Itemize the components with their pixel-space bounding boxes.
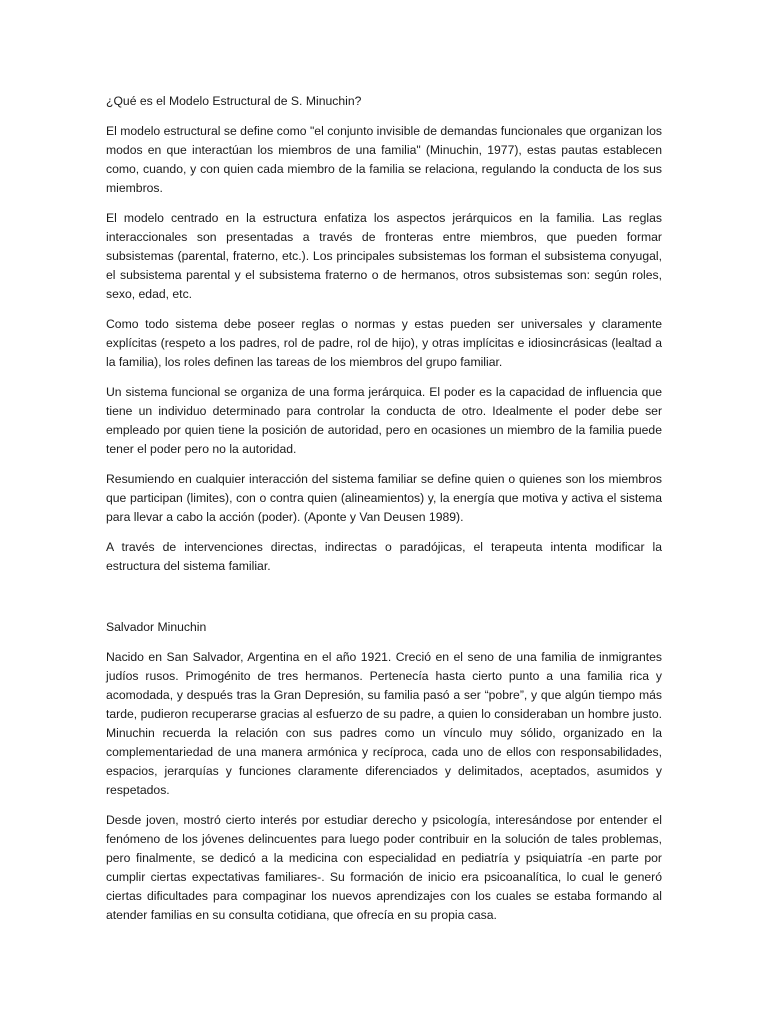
paragraph-functional-system: Un sistema funcional se organiza de una forma jerárquica. El poder es la capacidad de influencia que tiene un individuo determinado para controlar la conducta de otro. Idealmente el poder debe ser empleado por quien tiene la posición de autoridad, pero en ocasiones un miembro de la familia puede tener el poder pero no la autoridad.: [106, 385, 662, 456]
paragraph-biography-birth: Nacido en San Salvador, Argentina en el año 1921. Creció en el seno de una familia de inmigrantes judíos rusos. Primogénito de tres hermanos. Pertenecía hasta cierto punto a una familia rica y acomodada, y después tras la Gran Depresión, su familia pasó a ser “pobre”, y que algún tiempo más tarde, pudieron recuperarse gracias al esfuerzo de su padre, a quien lo consideraban un hombre justo. Minuchin recuerda la relación con sus padres como un vínculo muy sólido, organizado en la complementariedad de una manera armónica y recíproca, cada uno de ellos con responsabilidades, espacios, jerarquías y funciones claramente diferenciados y delimitados, aceptados, asumidos y respetados.: [106, 650, 662, 797]
paragraph-rules-and-norms: Como todo sistema debe poseer reglas o normas y estas pueden ser universales y claramente explícitas (respeto a los padres, rol de padre, rol de hijo), y otras implícitas e idiosincrásicas (lealtad a la familia), los roles definen las tareas de los miembros del grupo familiar.: [106, 317, 662, 369]
paragraph-hierarchical-aspects: El modelo centrado en la estructura enfatiza los aspectos jerárquicos en la familia. Las reglas interaccionales son presentadas a través de fronteras entre miembros, que pueden formar subsistemas (parental, fraterno, etc.). Los principales subsistemas los forman el subsistema conyugal, el subsistema parental y el subsistema fraterno o de hermanos, otros subsistemas son: según roles, sexo, edad, etc.: [106, 211, 662, 301]
paragraph-summary-interaction: Resumiendo en cualquier interacción del sistema familiar se define quien o quienes son los miembros que participan (limites), con o contra quien (alineamientos) y, la energía que motiva y activa el sistema para llevar a cabo la acción (poder). (Aponte y Van Deusen 1989).: [106, 472, 662, 524]
paragraph-interventions: A través de intervenciones directas, indirectas o paradójicas, el terapeuta intenta modificar la estructura del sistema familiar.: [106, 540, 662, 573]
document-title: ¿Qué es el Modelo Estructural de S. Minuchin?: [106, 94, 362, 108]
section-spacer: [106, 587, 662, 618]
paragraph-biography-education: Desde joven, mostró cierto interés por estudiar derecho y psicología, interesándose por entender el fenómeno de los jóvenes delincuentes para luego poder contribuir en la solución de tales problemas, pero finalmente, se dedicó a la medicina con especialidad en pediatría y psiquiatría -en parte por cumplir ciertas expectativas familiares-. Su formación de inicio era psicoanalítica, lo cual le generó ciertas dificultades para compaginar los nuevos aprendizajes con los cuales se estaba formando al atender familias en su consulta cotidiana, que ofrecía en su propia casa.: [106, 813, 662, 922]
paragraph-structural-model-definition: El modelo estructural se define como "el conjunto invisible de demandas funcionales que organizan los modos en que interactúan los miembros de una familia" (Minuchin, 1977), estas pautas establecen como, cuando, y con quien cada miembro de la familia se relaciona, regulando la conducta de los sus miembros.: [106, 124, 662, 195]
document-page: [106, 92, 662, 936]
section-title: Salvador Minuchin: [106, 620, 207, 634]
